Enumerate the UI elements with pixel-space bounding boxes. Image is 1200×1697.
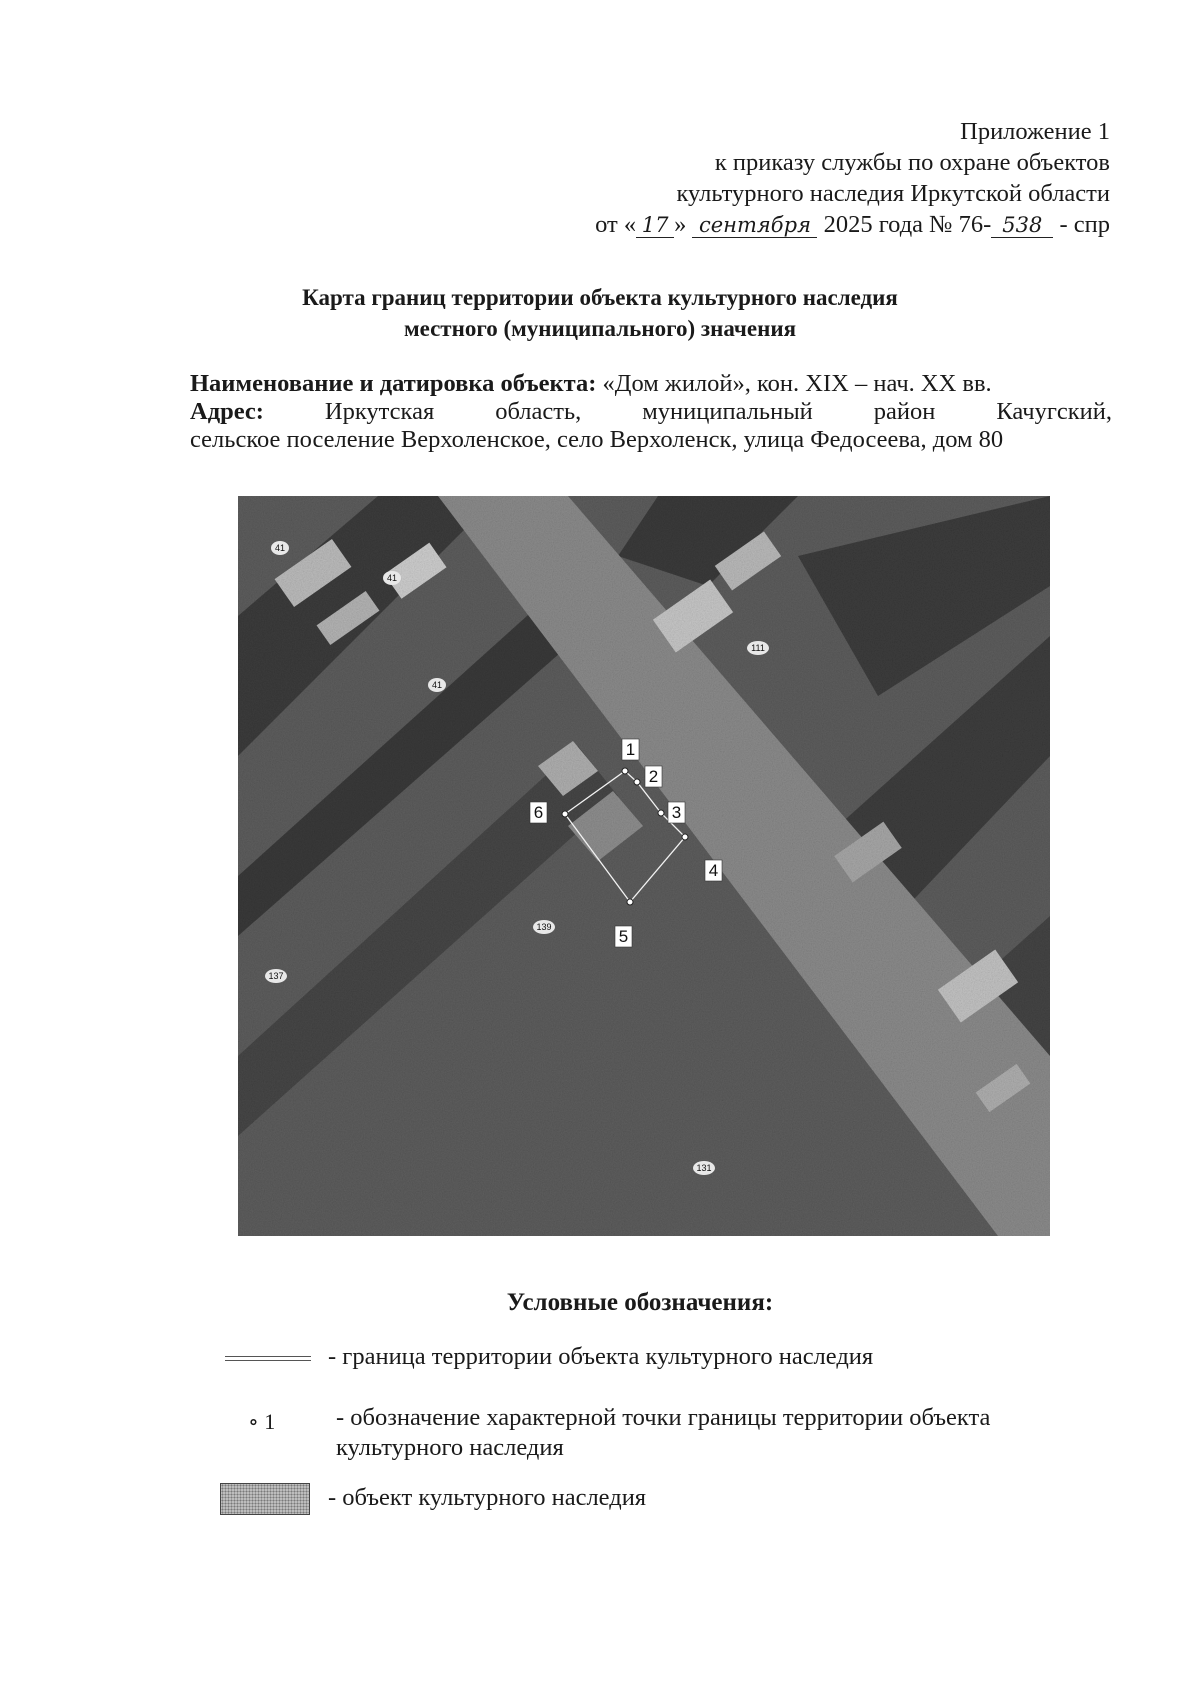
title-line-2: местного (муниципального) значения bbox=[403, 316, 797, 341]
appendix-header bbox=[595, 116, 1110, 240]
boundary-point-5 bbox=[627, 899, 633, 905]
parcel-label: 41 bbox=[431, 680, 443, 690]
point-label-4: 4 bbox=[708, 861, 719, 880]
legend-title: Условные обозначения: bbox=[506, 1289, 774, 1316]
parcel-label: 139 bbox=[536, 922, 552, 932]
object-name-value: «Дом жилой», кон. XIX – нач. XX вв. bbox=[602, 370, 992, 397]
legend-object-text: - объект культурного наследия bbox=[328, 1484, 647, 1511]
address-line-1: Адрес: Иркутская область, муниципальный район Качугский, bbox=[190, 398, 1113, 425]
address-label: Адрес: bbox=[190, 398, 264, 425]
appendix-title: Приложение 1 bbox=[960, 118, 1110, 145]
appendix-order-ref: к приказу службы по охране объектов bbox=[714, 149, 1110, 176]
legend-boundary-text: - граница территории объекта культурного наследия bbox=[328, 1343, 874, 1370]
address-line-2: сельское поселение Верхоленское, село Верхоленск, улица Федосеева, дом 80 bbox=[190, 426, 1004, 453]
parcel-label: 137 bbox=[268, 971, 284, 981]
document-title bbox=[250, 282, 950, 344]
order-month: сентября bbox=[692, 213, 817, 238]
boundary-point-6 bbox=[562, 811, 568, 817]
parcel-label: 111 bbox=[751, 643, 765, 653]
object-name-label: Наименование и датировка объекта: bbox=[190, 370, 597, 397]
title-line-1: Карта границ территории объекта культурного наследия bbox=[302, 285, 898, 310]
legend-point-text: - обозначение характерной точки границы территории объекта культурного наследия bbox=[336, 1404, 991, 1461]
boundary-line-symbol bbox=[225, 1356, 311, 1361]
boundary-point-1 bbox=[622, 768, 628, 774]
point-label-2: 2 bbox=[648, 767, 659, 786]
order-number: 538 bbox=[991, 213, 1053, 238]
parcel-label: 41 bbox=[386, 573, 398, 583]
heritage-object-symbol bbox=[220, 1483, 310, 1515]
point-label-6: 6 bbox=[533, 803, 544, 822]
parcel-label: 131 bbox=[696, 1163, 712, 1173]
point-symbol: ∘ 1 bbox=[248, 1409, 276, 1434]
boundary-point-4 bbox=[682, 834, 688, 840]
order-day: 17 bbox=[636, 213, 674, 238]
parcel-label: 41 bbox=[274, 543, 286, 553]
point-label-1: 1 bbox=[625, 740, 636, 759]
point-label-5: 5 bbox=[618, 927, 629, 946]
boundary-map bbox=[238, 496, 1050, 1236]
object-info bbox=[190, 370, 1112, 454]
boundary-point-3 bbox=[658, 810, 664, 816]
point-label-3: 3 bbox=[671, 803, 682, 822]
object-name-line bbox=[190, 370, 1112, 398]
appendix-authority: культурного наследия Иркутской области bbox=[676, 180, 1110, 207]
appendix-date-line: от « 17 » сентября 2025 года № 76- 538 - спр bbox=[595, 211, 1110, 238]
boundary-point-2 bbox=[634, 779, 640, 785]
aerial-map-image bbox=[238, 496, 1050, 1236]
